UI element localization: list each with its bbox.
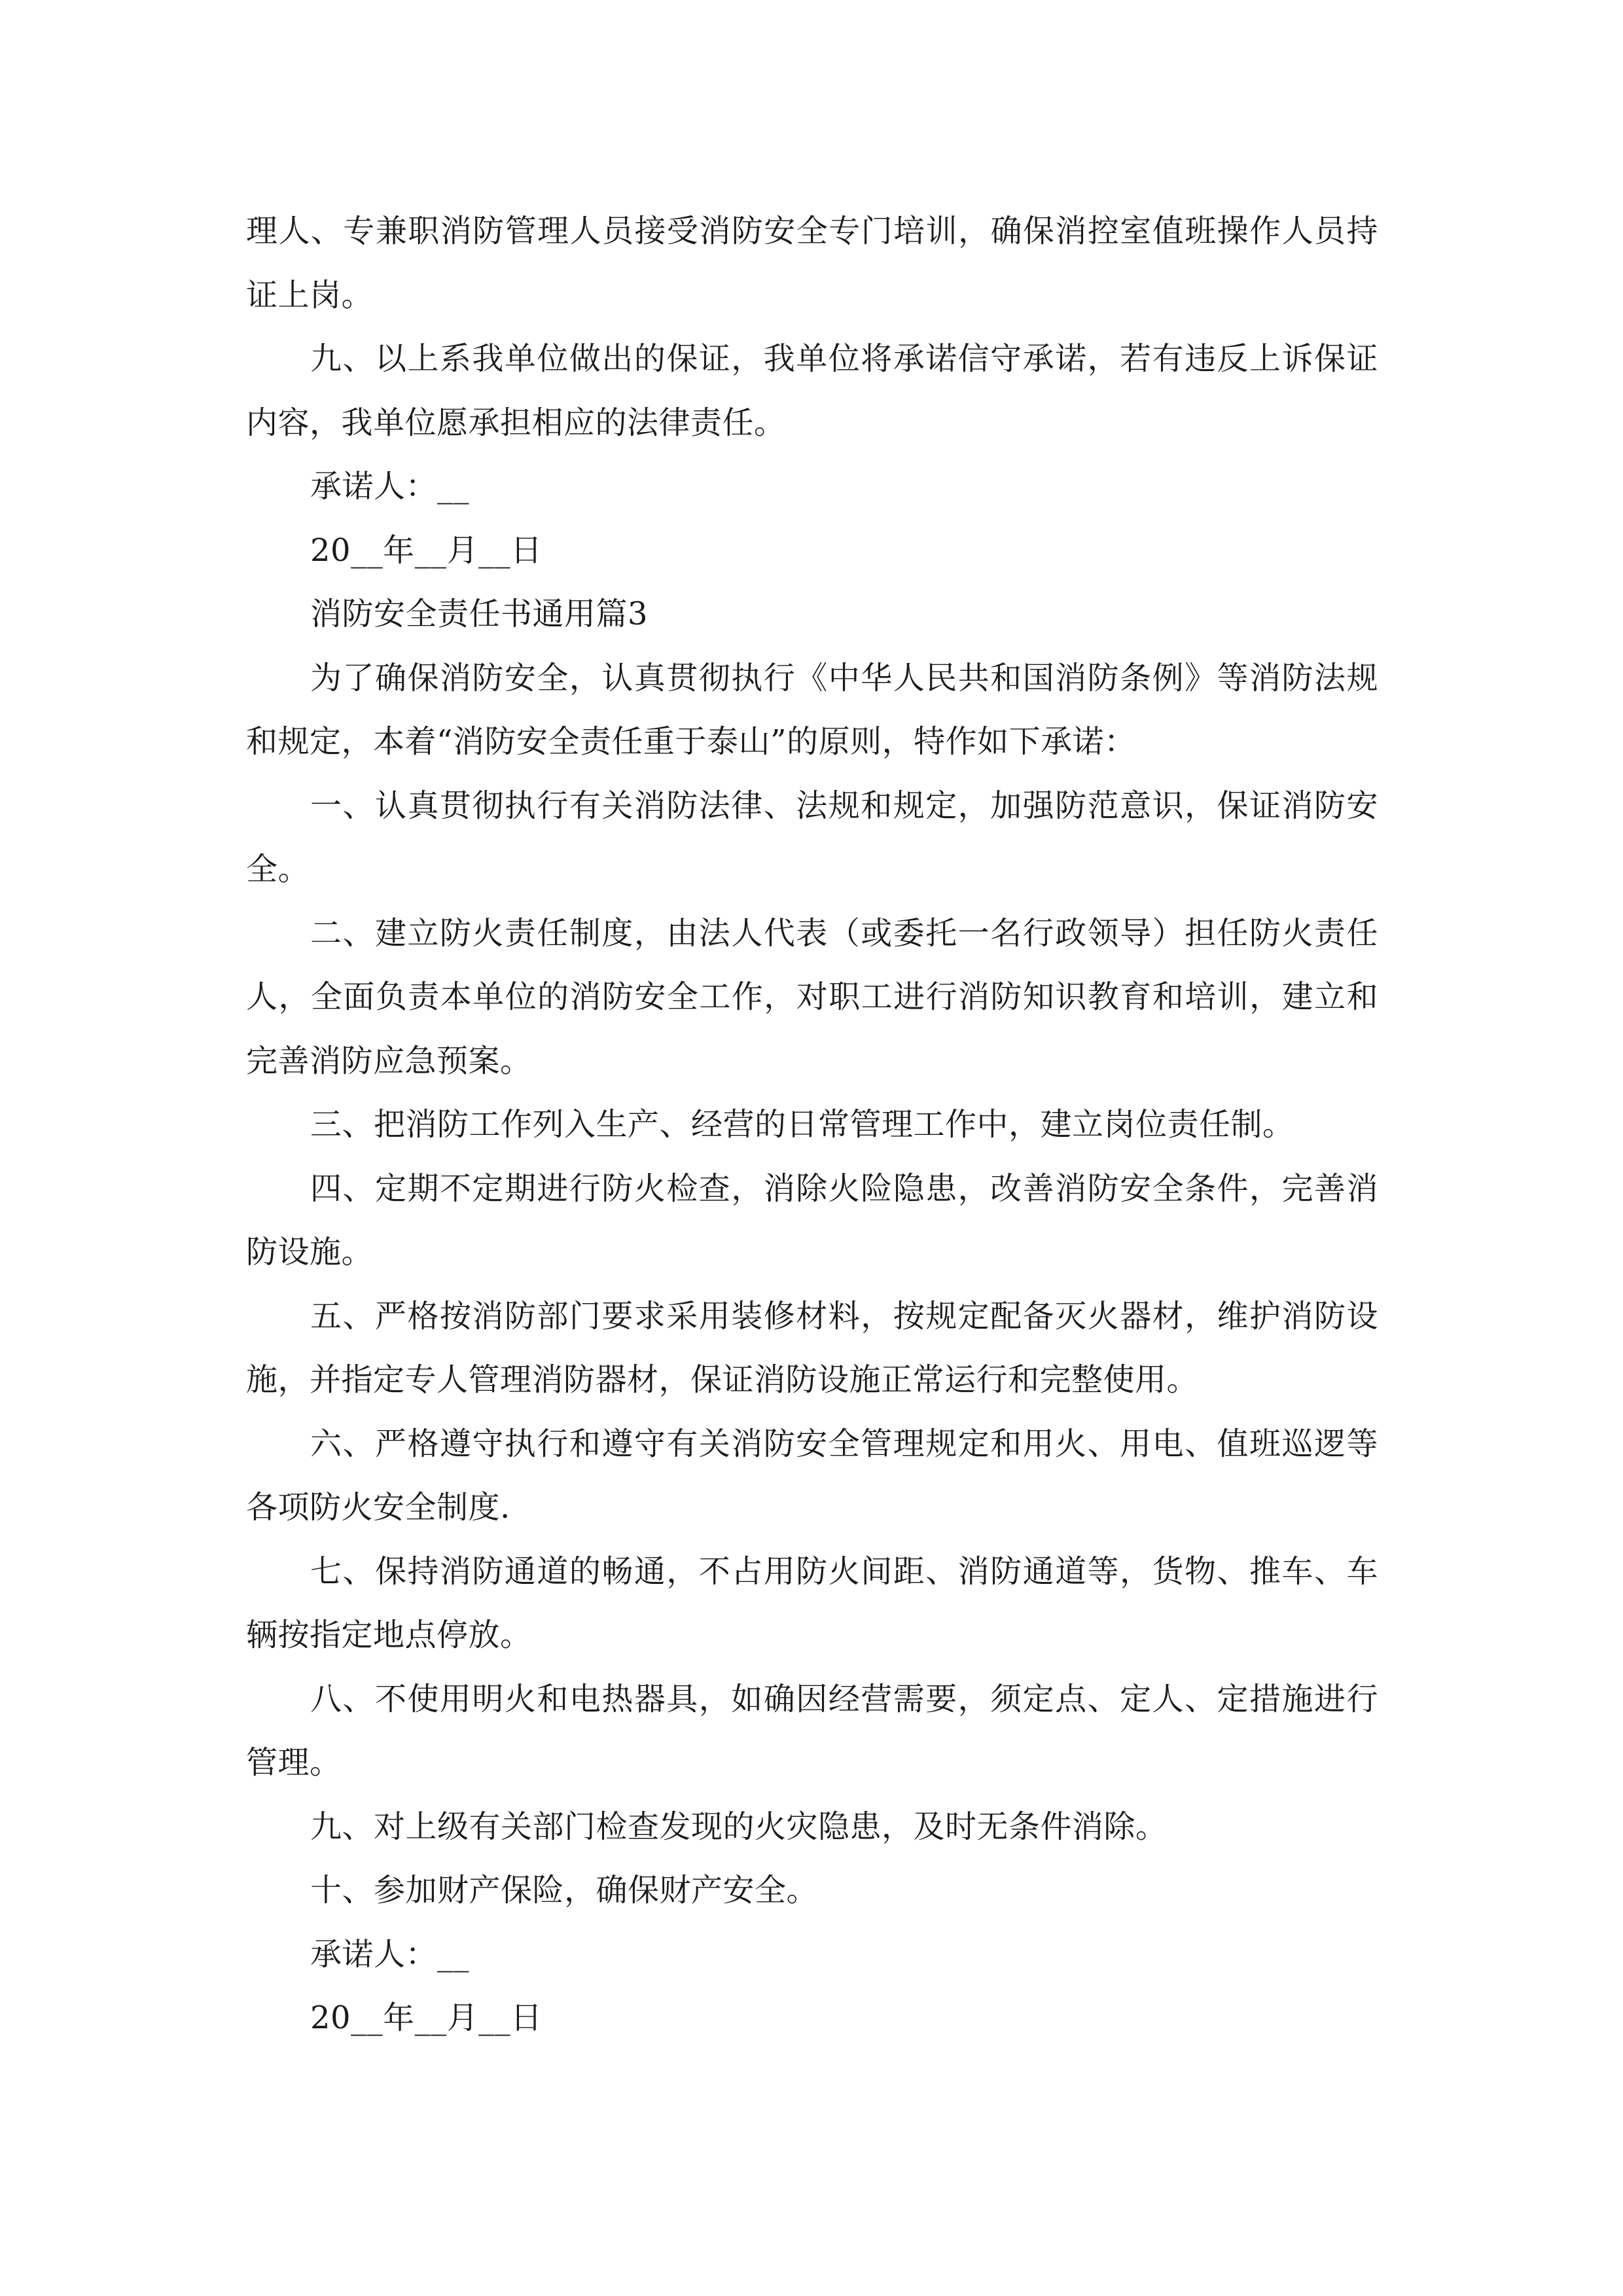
paragraph-item-9: 九、对上级有关部门检查发现的火灾隐患，及时无条件消除。 (310, 1808, 1168, 1845)
date-line: 20__年__月__日 (310, 2000, 543, 2036)
signature-line: 承诺人：__ (310, 1935, 470, 1973)
paragraph-item-7: 七、保持消防通道的畅通，不占用防火间距、消防通道等，货物、推车、车辆按指定地点停放。 (246, 1552, 1378, 1653)
paragraph-item-1: 一、认真贯彻执行有关消防法律、法规和规定，加强防范意识，保证消防安全。 (246, 787, 1378, 888)
date-line: 20__年__月__日 (310, 531, 543, 569)
paragraph-item-5: 五、严格按消防部门要求采用装修材料，按规定配备灭火器材，维护消防设施，并指定专人管理消防器材，保证消防设施正常运行和完整使用。 (246, 1297, 1378, 1398)
paragraph-item-10: 十、参加财产保险，确保财产安全。 (310, 1872, 819, 1909)
paragraph-item-3: 三、把消防工作列入生产、经营的日常管理工作中，建立岗位责任制。 (310, 1106, 1294, 1143)
document-body (246, 200, 1378, 2051)
paragraph-intro: 为了确保消防安全，认真贯彻执行《中华人民共和国消防条例》等消防法规和规定，本着“消防安全责任重于泰山”的原则，特作如下承诺： (246, 659, 1378, 760)
paragraph-item-9-guarantee: 九、以上系我单位做出的保证，我单位将承诺信守承诺，若有违反上诉保证内容，我单位愿承担相应的法律责任。 (246, 340, 1378, 441)
paragraph-item-4: 四、定期不定期进行防火检查，消除火险隐患，改善消防安全条件，完善消防设施。 (246, 1170, 1378, 1270)
paragraph-item-8: 八、不使用明火和电热器具，如确因经营需要，须定点、定人、定措施进行管理。 (246, 1680, 1378, 1781)
section-title: 消防安全责任书通用篇3 (310, 596, 649, 632)
paragraph-item-6: 六、严格遵守执行和遵守有关消防安全管理规定和用火、用电、值班巡逻等各项防火安全制度. (246, 1425, 1378, 1526)
paragraph-item-2: 二、建立防火责任制度，由法人代表（或委托一名行政领导）担任防火责任人，全面负责本单位的消防安全工作，对职工进行消防知识教育和培训，建立和完善消防应急预案。 (246, 914, 1378, 1079)
paragraph-continuation: 理人、专兼职消防管理人员接受消防安全专门培训，确保消控室值班操作人员持证上岗。 (246, 213, 1378, 314)
signature-line: 承诺人：__ (310, 468, 470, 505)
